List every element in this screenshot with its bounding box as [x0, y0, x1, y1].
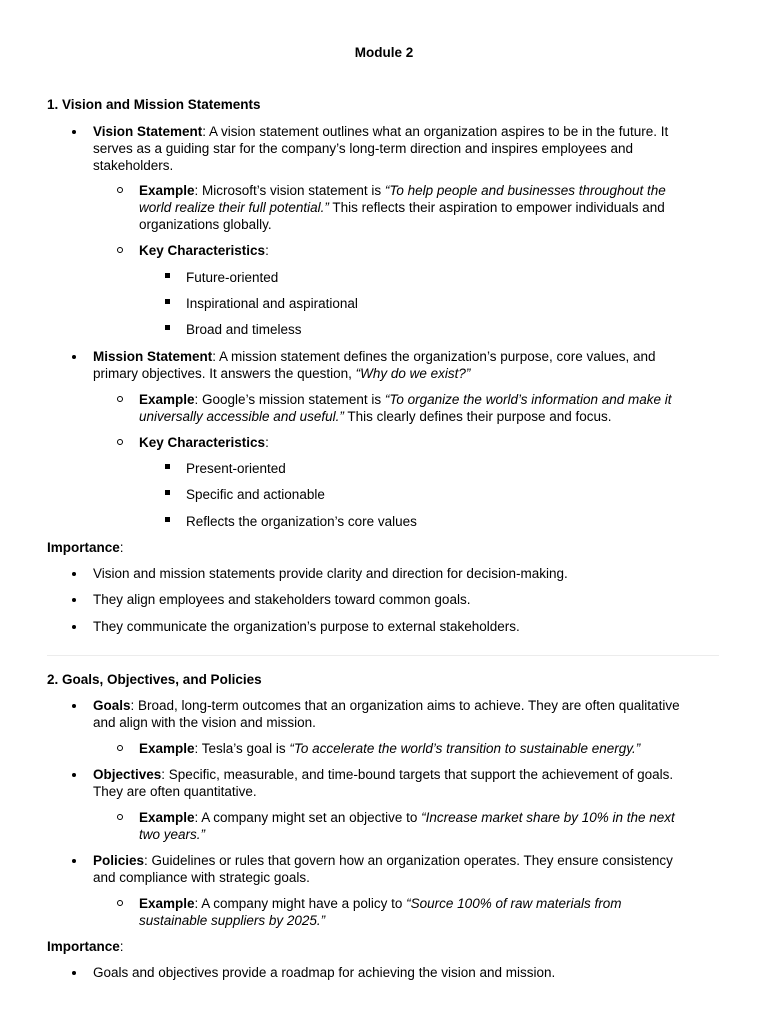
example-text: : Microsoft’s vision statement is	[194, 183, 385, 198]
objectives-term: Objectives	[93, 767, 162, 782]
example-text: : Google’s mission statement is	[194, 392, 385, 407]
mission-key-characteristics	[139, 434, 715, 451]
vision-statement-line-3: stakeholders.	[93, 158, 174, 173]
list-item: Reflects the organization’s core values	[186, 514, 417, 529]
example-label: Example	[139, 741, 195, 756]
mission-example-line-2	[139, 408, 715, 425]
list-item: Vision and mission statements provide clarity and direction for decision-making.	[93, 566, 568, 581]
colon: :	[265, 435, 269, 450]
vision-statement-line-1	[93, 123, 715, 140]
page-title: Module 2	[354, 45, 414, 60]
bullet-square	[165, 464, 170, 469]
example-quote: “To accelerate the world’s transition to sustainable energy.”	[289, 741, 641, 756]
goals-example	[139, 740, 715, 757]
mission-question: “Why do we exist?”	[355, 366, 471, 381]
goals-term: Goals	[93, 698, 131, 713]
policies-term: Policies	[93, 853, 145, 868]
bullet-dot	[72, 130, 76, 134]
bullet-dot	[72, 773, 76, 777]
colon: :	[265, 243, 269, 258]
objectives-example-line-1	[139, 809, 715, 826]
list-item: Goals and objectives provide a roadmap for achieving the vision and mission.	[93, 965, 556, 980]
bullet-circle	[117, 187, 123, 193]
importance-heading	[47, 539, 124, 556]
section-heading-vision-mission: 1. Vision and Mission Statements	[47, 97, 261, 112]
example-text: : Tesla’s goal is	[194, 741, 290, 756]
vision-example-line-3: organizations globally.	[139, 217, 272, 232]
example-quote: “To help people and businesses throughout the	[384, 183, 666, 198]
colon: :	[119, 540, 124, 555]
bullet-circle	[117, 745, 123, 751]
example-label: Example	[139, 392, 195, 407]
list-item: They communicate the organization’s purpose to external stakeholders.	[93, 619, 520, 634]
mission-text: : A mission statement defines the organization’s purpose, core values, and	[212, 349, 656, 364]
example-text: : A company might set an objective to	[194, 810, 422, 825]
goals-line-2: and align with the vision and mission.	[93, 715, 316, 730]
goals-line-1	[93, 697, 715, 714]
importance-heading	[47, 938, 124, 955]
bullet-dot	[72, 572, 76, 576]
policies-text: : Guidelines or rules that govern how an organization operates. They ensure consistency	[144, 853, 673, 868]
example-quote: world realize their full potential.”	[139, 200, 329, 215]
vision-text: : A vision statement outlines what an organization aspires to be in the future. It	[202, 124, 669, 139]
bullet-circle	[117, 396, 123, 402]
example-label: Example	[139, 183, 195, 198]
policies-example-line-2	[139, 912, 715, 929]
example-quote: “Increase market share by 10% in the next	[421, 810, 675, 825]
importance-label: Importance	[47, 540, 120, 555]
example-quote: “Source 100% of raw materials from	[406, 896, 622, 911]
mission-statement-line-2	[93, 365, 715, 382]
example-text: This reflects their aspiration to empower individuals and	[328, 200, 665, 215]
bullet-square	[165, 517, 170, 522]
example-label: Example	[139, 896, 195, 911]
example-label: Example	[139, 810, 195, 825]
example-quote: universally accessible and useful.”	[139, 409, 344, 424]
colon: :	[119, 939, 124, 954]
bullet-circle	[117, 900, 123, 906]
example-text: : A company might have a policy to	[194, 896, 407, 911]
example-quote: two years.”	[139, 827, 206, 842]
objectives-line-2: They are often quantitative.	[93, 784, 257, 799]
policies-line-2: and compliance with strategic goals.	[93, 870, 310, 885]
bullet-circle	[117, 814, 123, 820]
key-characteristics-label: Key Characteristics	[139, 435, 266, 450]
section-divider	[47, 655, 719, 656]
list-item: Broad and timeless	[186, 322, 302, 337]
objectives-line-1	[93, 766, 715, 783]
bullet-circle	[117, 439, 123, 445]
bullet-square	[165, 490, 170, 495]
bullet-dot	[72, 355, 76, 359]
importance-label: Importance	[47, 939, 120, 954]
policies-example-line-1	[139, 895, 715, 912]
bullet-dot	[72, 625, 76, 629]
vision-key-characteristics	[139, 242, 715, 259]
list-item: Specific and actionable	[186, 487, 325, 502]
goals-text: : Broad, long-term outcomes that an organization aims to achieve. They are often qualitative	[130, 698, 680, 713]
list-item: Inspirational and aspirational	[186, 296, 358, 311]
section-heading-goals-objectives-policies: 2. Goals, Objectives, and Policies	[47, 672, 262, 687]
bullet-dot	[72, 971, 76, 975]
mission-example-line-1	[139, 391, 715, 408]
vision-term: Vision Statement	[93, 124, 203, 139]
bullet-square	[165, 299, 170, 304]
mission-text: primary objectives. It answers the question,	[93, 366, 356, 381]
objectives-text: : Specific, measurable, and time-bound targets that support the achievement of goals.	[161, 767, 674, 782]
list-item: They align employees and stakeholders toward common goals.	[93, 592, 471, 607]
example-quote: “To organize the world’s information and make it	[384, 392, 672, 407]
bullet-square	[165, 273, 170, 278]
vision-example-line-1	[139, 182, 715, 199]
bullet-square	[165, 325, 170, 330]
bullet-dot	[72, 859, 76, 863]
vision-example-line-2	[139, 199, 715, 216]
mission-term: Mission Statement	[93, 349, 213, 364]
objectives-example-line-2	[139, 826, 715, 843]
list-item: Present-oriented	[186, 461, 286, 476]
vision-statement-line-2: serves as a guiding star for the company’s long-term direction and inspires employees and	[93, 141, 634, 156]
mission-statement-line-1	[93, 348, 715, 365]
bullet-dot	[72, 598, 76, 602]
example-quote: sustainable suppliers by 2025.”	[139, 913, 326, 928]
policies-line-1	[93, 852, 715, 869]
list-item: Future-oriented	[186, 270, 279, 285]
key-characteristics-label: Key Characteristics	[139, 243, 266, 258]
bullet-dot	[72, 704, 76, 708]
example-text: This clearly defines their purpose and focus.	[343, 409, 612, 424]
bullet-circle	[117, 247, 123, 253]
